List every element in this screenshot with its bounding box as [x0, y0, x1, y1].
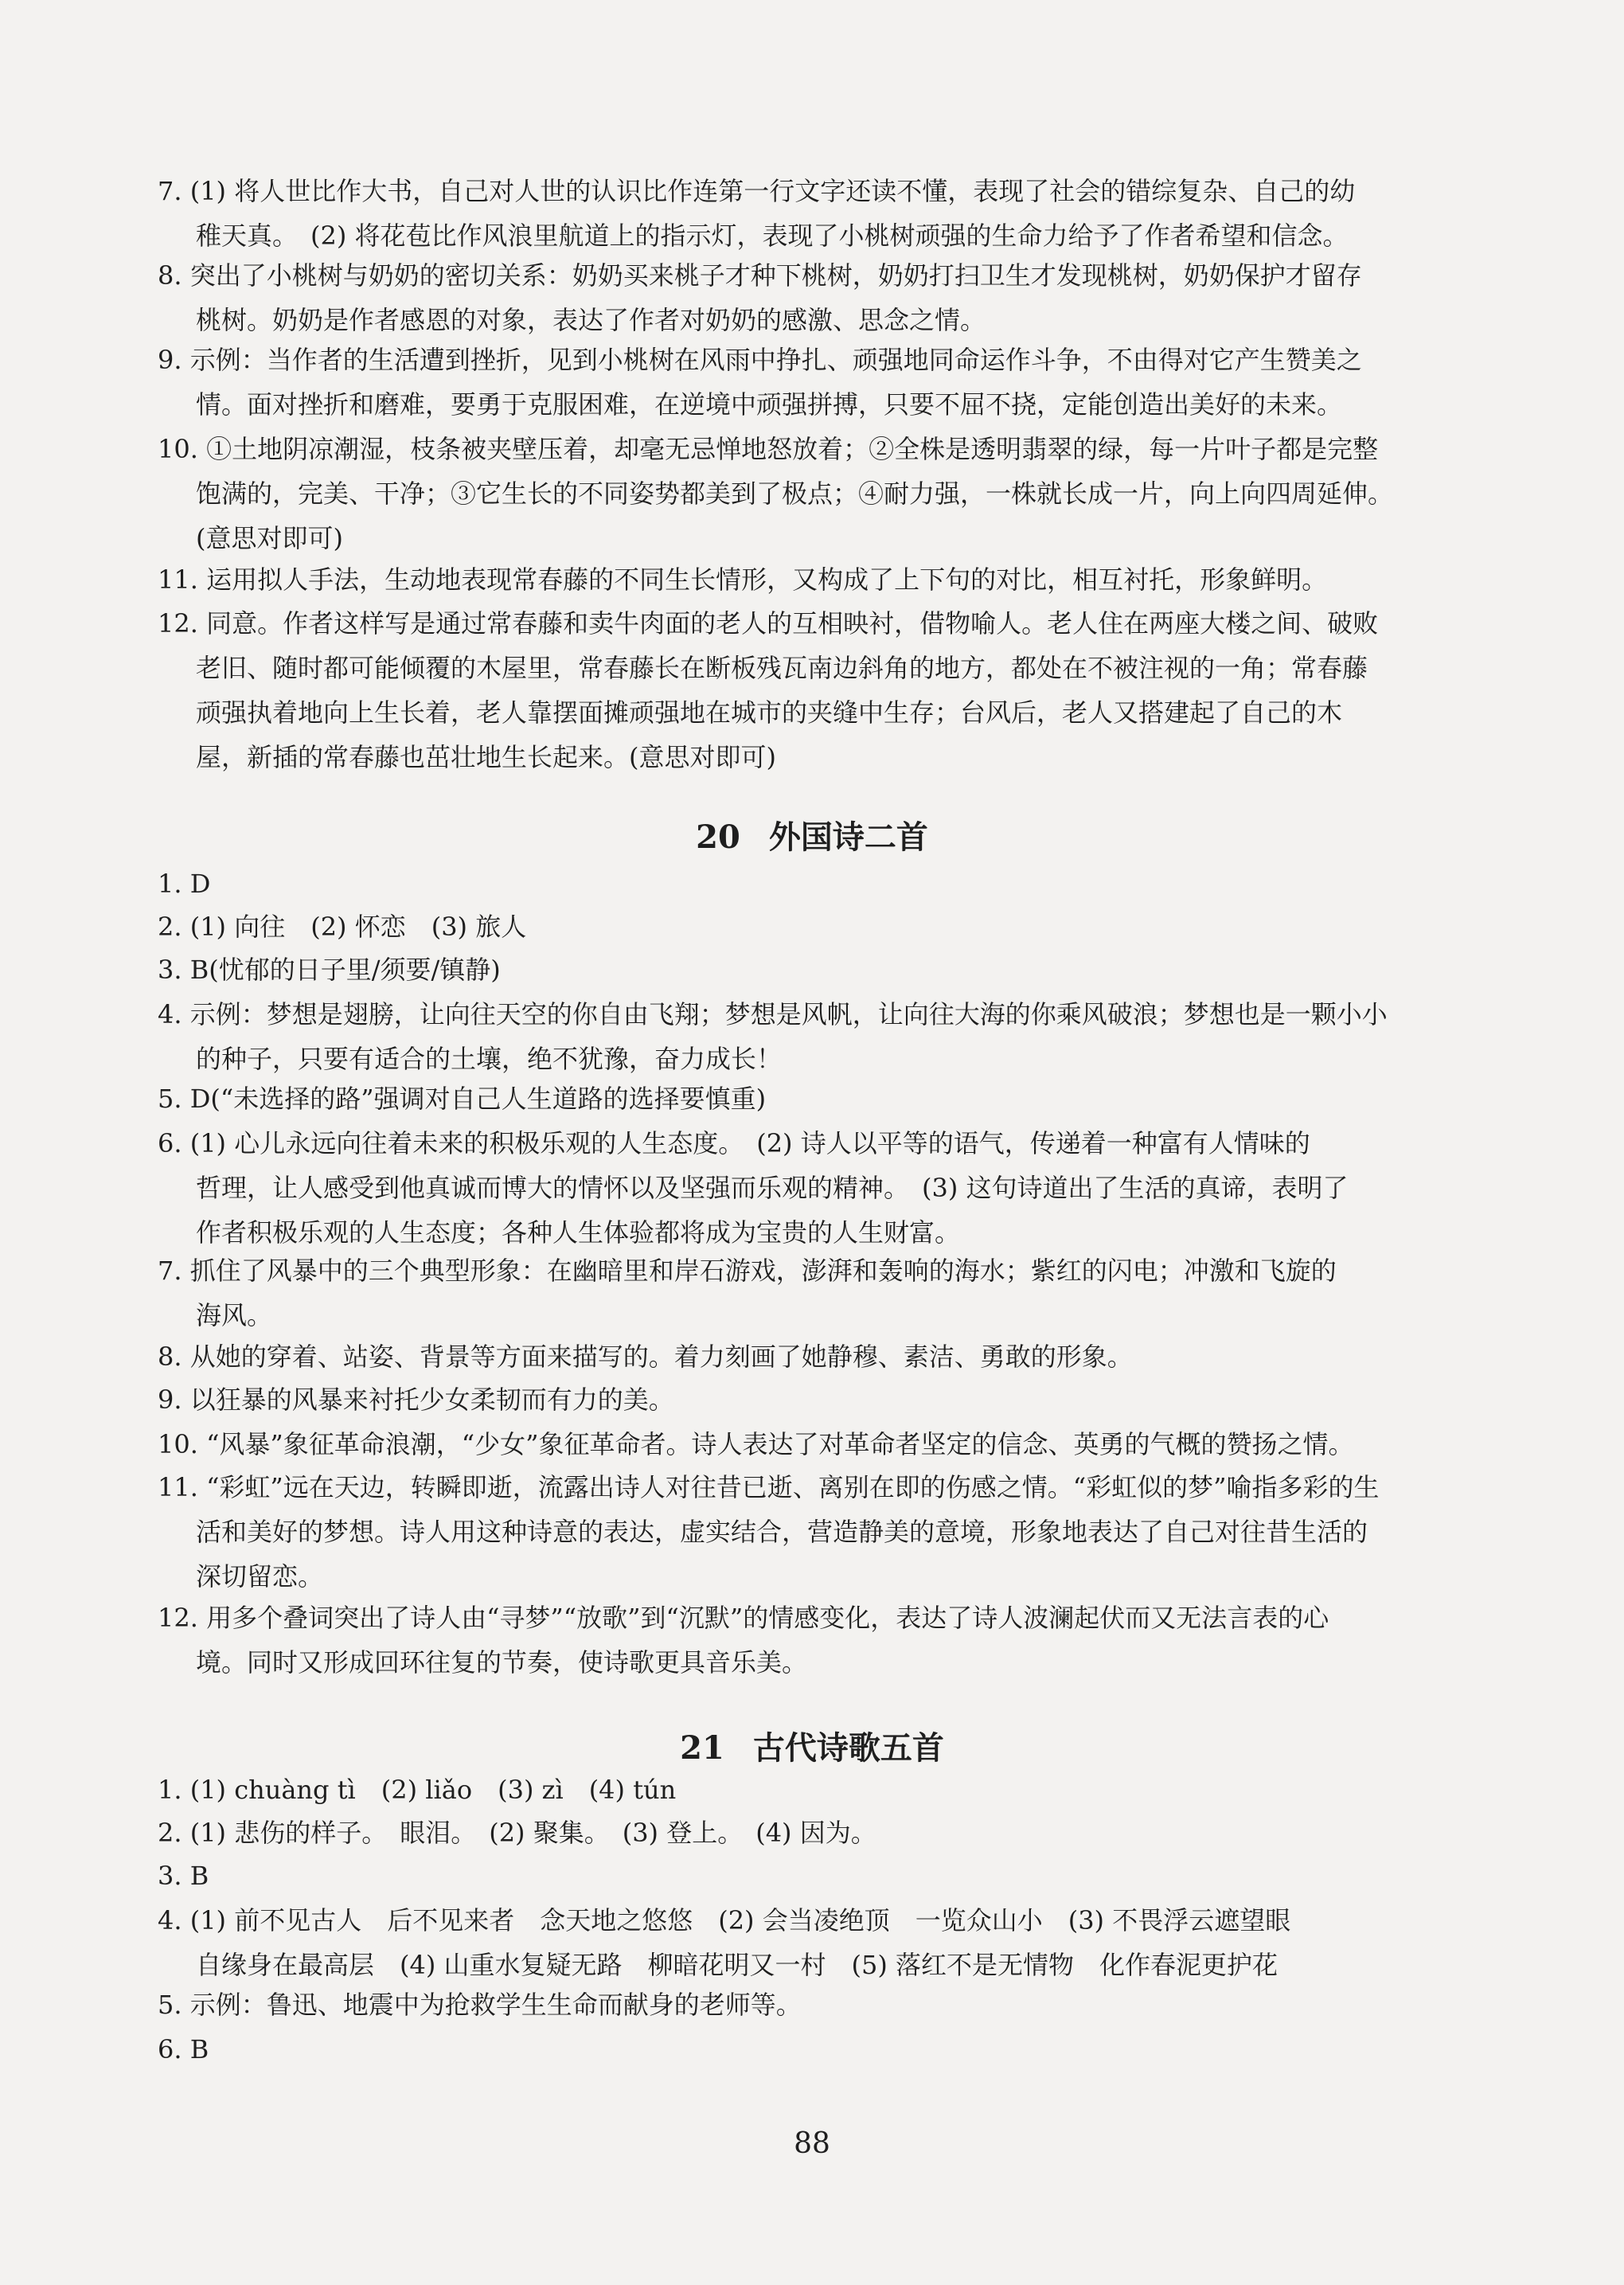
answer-line: 活和美好的梦想。诗人用这种诗意的表达，虚实结合，营造静美的意境，形象地表达了自己对往昔生活的	[196, 1517, 1368, 1547]
section-heading-20	[0, 814, 1624, 861]
answer-line: 哲理，让人感受到他真诚而博大的情怀以及坚强而乐观的精神。 (3) 这句诗道出了生活的真谛，表明了	[196, 1173, 1349, 1203]
answer-line: 4. (1) 前不见古人 后不见来者 念天地之悠悠 (2) 会当凌绝顶 一览众山小 (3) 不畏浮云遮望眼	[158, 1905, 1291, 1935]
answer-line: 8. 突出了小桃树与奶奶的密切关系：奶奶买来桃子才种下桃树，奶奶打扫卫生才发现桃树，奶奶保护才留存	[158, 260, 1362, 291]
answer-9	[158, 338, 1455, 427]
section-heading-21	[0, 1724, 1624, 1772]
answer-3	[158, 1853, 1455, 1898]
answer-3	[158, 947, 1455, 992]
answer-line: 10. “风暴”象征革命浪潮，“少女”象征革命者。诗人表达了对革命者坚定的信念、英勇的气概的赞扬之情。	[158, 1429, 1354, 1459]
answer-line: 12. 同意。作者这样写是通过常春藤和卖牛肉面的老人的互相映衬，借物喻人。老人住在两座大楼之间、破败	[158, 608, 1379, 639]
section-title: 外国诗二首	[768, 818, 928, 856]
section-number: 20	[696, 818, 740, 856]
answer-5	[158, 1076, 1455, 1121]
answer-4	[158, 992, 1455, 1081]
section-number: 21	[680, 1729, 724, 1767]
answer-7	[158, 169, 1455, 258]
answer-6	[158, 2027, 1455, 2072]
answer-line: 境。同时又形成回环往复的节奏，使诗歌更具音乐美。	[196, 1647, 808, 1678]
answer-line: 饱满的，完美、干净；③它生长的不同姿势都美到了极点；④耐力强，一株就长成一片，向上向四周延伸。	[196, 478, 1394, 509]
answer-line: 8. 从她的穿着、站姿、背景等方面来描写的。着力刻画了她静穆、素洁、勇敢的形象。	[158, 1342, 1133, 1372]
answer-line: 的种子，只要有适合的土壤，绝不犹豫，奋力成长！	[196, 1044, 783, 1074]
answer-8	[158, 253, 1455, 342]
answer-line: 3. B(忧郁的日子里/须要/镇静)	[158, 955, 501, 985]
answer-12	[158, 601, 1455, 779]
answer-line: 情。面对挫折和磨难，要勇于克服困难，在逆境中顽强拼搏，只要不屈不挠，定能创造出美好的未来。	[196, 389, 1343, 420]
answer-line: 9. 示例：当作者的生活遭到挫折，见到小桃树在风雨中挣扎、顽强地同命运作斗争，不由得对它产生赞美之	[158, 345, 1362, 375]
answer-line: 11. “彩虹”远在天边，转瞬即逝，流露出诗人对往昔已逝、离别在即的伤感之情。“彩虹似的梦”喻指多彩的生	[158, 1472, 1380, 1502]
answer-5	[158, 1982, 1455, 2027]
answer-10	[158, 427, 1455, 561]
answer-line: 屋，新插的常春藤也茁壮地生长起来。(意思对即可)	[196, 742, 776, 772]
answer-line: 老旧、随时都可能倾覆的木屋里，常春藤长在断板残瓦南边斜角的地方，都处在不被注视的一角；常春藤	[196, 653, 1368, 683]
answer-11	[158, 1465, 1455, 1599]
answer-line: 2. (1) 悲伤的样子。 眼泪。 (2) 聚集。 (3) 登上。 (4) 因为。	[158, 1818, 876, 1848]
answer-10	[158, 1422, 1455, 1467]
answer-line: 1. D	[158, 869, 211, 899]
answer-line: 10. ①土地阴凉潮湿，枝条被夹壁压着，却毫无忌惮地怒放着；②全株是透明翡翠的绿，每一片叶子都是完整	[158, 434, 1379, 464]
answer-line: 作者积极乐观的人生态度；各种人生体验都将成为宝贵的人生财富。	[196, 1217, 961, 1248]
answer-line: 稚天真。 (2) 将花苞比作风浪里航道上的指示灯，表现了小桃树顽强的生命力给予了作者希望和信念。	[196, 221, 1349, 251]
answer-line: (意思对即可)	[196, 523, 343, 553]
answer-11	[158, 557, 1455, 602]
answer-line: 顽强执着地向上生长着，老人靠摆面摊顽强地在城市的夹缝中生存；台风后，老人又搭建起了自己的木	[196, 697, 1343, 728]
answer-2	[158, 904, 1455, 949]
answer-line: 4. 示例：梦想是翅膀，让向往天空的你自由飞翔；梦想是风帆，让向往大海的你乘风破浪；梦想也是一颗小小	[158, 999, 1388, 1029]
answer-1	[158, 861, 1455, 906]
answer-line: 2. (1) 向往 (2) 怀恋 (3) 旅人	[158, 912, 527, 942]
answer-line: 1. (1) chuàng tì (2) liǎo (3) zì (4) tún	[158, 1775, 677, 1805]
answer-line: 12. 用多个叠词突出了诗人由“寻梦”“放歌”到“沉默”的情感变化，表达了诗人波澜起伏而又无法言表的心	[158, 1603, 1329, 1633]
page-number: 88	[794, 2127, 830, 2160]
answer-1	[158, 1767, 1455, 1812]
answer-6	[158, 1121, 1455, 1255]
answer-8	[158, 1334, 1455, 1379]
answer-line: 5. 示例：鲁迅、地震中为抢救学生生命而献身的老师等。	[158, 1990, 802, 2020]
section-title: 古代诗歌五首	[752, 1729, 944, 1767]
answer-2	[158, 1810, 1455, 1855]
answer-line: 海风。	[196, 1300, 273, 1330]
answer-line: 7. (1) 将人世比作大书，自己对人世的认识比作连第一行文字还读不懂，表现了社会的错综复杂、自己的幼	[158, 176, 1356, 206]
answer-12	[158, 1596, 1455, 1685]
answer-line: 6. (1) 心儿永远向往着未来的积极乐观的人生态度。 (2) 诗人以平等的语气，传递着一种富有人情味的	[158, 1128, 1310, 1158]
answer-line: 3. B	[158, 1861, 209, 1891]
answer-line: 7. 抓住了风暴中的三个典型形象：在幽暗里和岸石游戏，澎湃和轰响的海水；紫红的闪电；冲激和飞旋的	[158, 1256, 1337, 1286]
answer-9	[158, 1377, 1455, 1422]
answer-line: 5. D(“未选择的路”强调对自己人生道路的选择要慎重)	[158, 1084, 767, 1114]
answer-7	[158, 1248, 1455, 1338]
answer-line: 9. 以狂暴的风暴来衬托少女柔韧而有力的美。	[158, 1385, 674, 1415]
answer-4	[158, 1898, 1455, 1987]
answer-line: 自缘身在最高层 (4) 山重水复疑无路 柳暗花明又一村 (5) 落红不是无情物 化作春泥更护花	[196, 1950, 1279, 1980]
answer-line: 11. 运用拟人手法，生动地表现常春藤的不同生长情形，又构成了上下句的对比，相互衬托，形象鲜明。	[158, 564, 1328, 595]
answer-line: 6. B	[158, 2034, 209, 2064]
answer-line: 深切留恋。	[196, 1561, 324, 1592]
answer-line: 桃树。奶奶是作者感恩的对象，表达了作者对奶奶的感激、思念之情。	[196, 305, 986, 335]
